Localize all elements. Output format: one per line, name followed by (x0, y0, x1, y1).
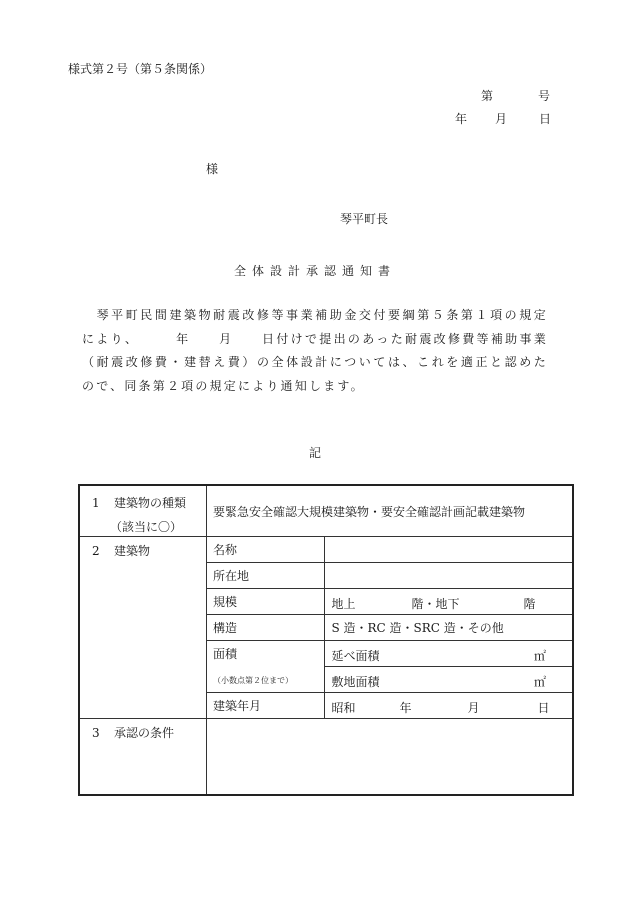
number-prefix: 第 (481, 89, 494, 103)
name-value[interactable] (325, 537, 573, 563)
site-area-label: 敷地面積 (331, 674, 380, 689)
structure-value: S 造・RC 造・SRC 造・その他 (325, 615, 573, 641)
floor-area-value (325, 641, 573, 667)
date-year: 年 (455, 112, 468, 126)
addressee-honorific: 様 (206, 162, 219, 176)
building-type-sublabel: （該当に〇） (110, 520, 183, 534)
area-note (207, 667, 325, 693)
location-label: 所在地 (207, 563, 325, 589)
location-value[interactable] (325, 563, 573, 589)
ki-heading: 記 (308, 446, 321, 460)
conditions-label: 承認の条件 (114, 726, 175, 740)
conditions-header (79, 719, 207, 796)
item-number: 1 (92, 496, 100, 510)
details-table (78, 484, 574, 796)
structure-label: 構造 (207, 615, 325, 641)
document-title: 全体設計承認通知書 (233, 264, 396, 278)
site-area-value (325, 667, 573, 693)
building-header (79, 537, 207, 719)
built-day-label: 日 (537, 700, 550, 715)
building-type-label: 建築物の種類 (114, 496, 187, 510)
area-label: 面積 (207, 641, 325, 667)
name-label: 名称 (207, 537, 325, 563)
built-value (325, 693, 573, 719)
floor-area-label: 延べ面積 (331, 648, 380, 663)
scale-label: 規模 (207, 589, 325, 615)
built-label: 建築年月 (207, 693, 325, 719)
area-unit: ㎡ (533, 674, 546, 689)
scale-above-label: 地上 (331, 596, 356, 611)
form-label: 様式第２号（第５条関係） (68, 62, 213, 76)
conditions-value[interactable] (207, 719, 574, 796)
body-paragraph: 琴平町民間建築物耐震改修等事業補助金交付要綱第５条第１項の規定により、 年 月 日付けで提出のあった耐震改修費等補助事業（耐震改修費・建替え費）の全体設計については、これを適正と認めたので、同条第２項の規定により通知します。 (82, 308, 548, 393)
conditions-row (79, 719, 573, 796)
scale-mid-label: 階・地下 (411, 596, 460, 611)
scale-end-label: 階 (523, 596, 536, 611)
date-month: 月 (495, 112, 508, 126)
built-month-label: 月 (467, 700, 480, 715)
item-number: 2 (92, 544, 100, 558)
building-type-row (79, 485, 573, 537)
item-number: 3 (92, 726, 100, 740)
scale-value (325, 589, 573, 615)
building-label: 建築物 (114, 544, 151, 558)
sender: 琴平町長 (340, 212, 389, 226)
area-unit: ㎡ (533, 648, 546, 663)
building-type-value: 要緊急安全確認大規模建築物・要安全確認計画記載建築物 (207, 485, 574, 537)
area-precision-note: （小数点第２位まで） (213, 676, 293, 686)
era-label: 昭和 (331, 700, 356, 715)
building-type-header (79, 485, 207, 537)
built-year-label: 年 (399, 700, 412, 715)
date-day: 日 (539, 112, 552, 126)
building-name-row (79, 537, 573, 563)
number-suffix: 号 (538, 89, 551, 103)
